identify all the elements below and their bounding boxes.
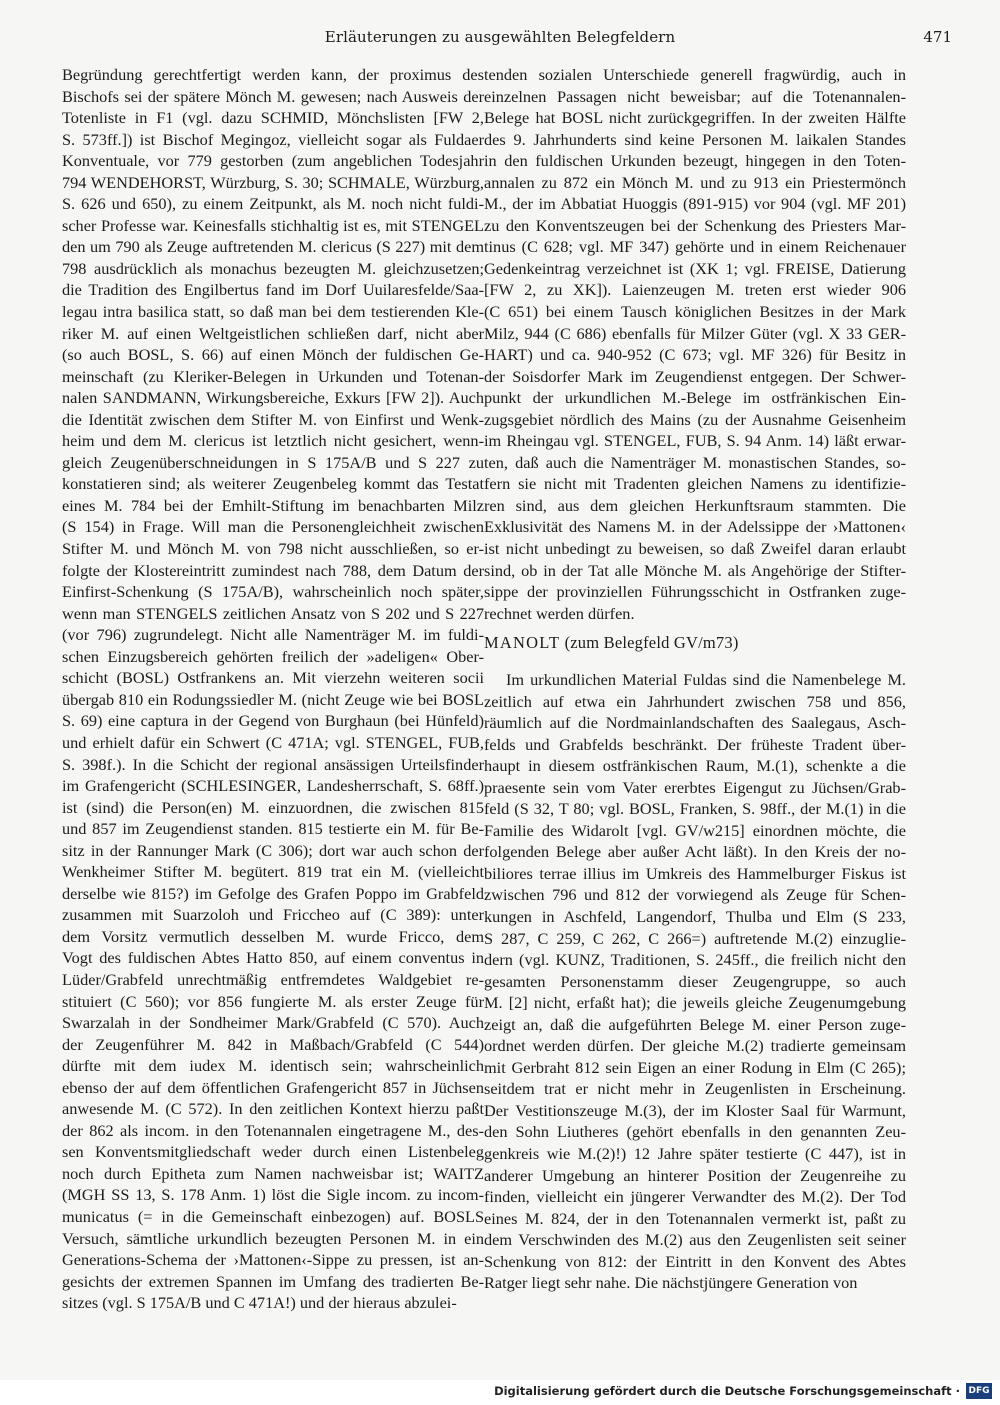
text-line: gesamten Personenstamm dieser Zeugengruppe, so auch [484, 971, 906, 991]
text-line: biliores terrae illius im Umkreis des Hammelburger Fiskus ist [484, 863, 906, 883]
text-line: [FW 2, zu XK]). Laienzeugen M. treten erst wieder 906 [484, 280, 906, 300]
text-line: Belege hat BOSL nicht zurückgegriffen. In der zweiten Hälfte [484, 108, 906, 128]
footer-bar [0, 1380, 1000, 1405]
text-line: stituiert (C 560); vor 856 fungierte M. als erster Zeuge für [62, 991, 484, 1011]
text-line: haupt in diesem ostfränkischen Raum, M.(1), schenkte a die [484, 756, 906, 776]
text-line: 794 WENDEHORST, Würzburg, S. 30; SCHMALE, Würzburg, [62, 172, 484, 192]
text-line: räumlich auf die Nordmainlandschaften des Saalegaus, Asch- [484, 713, 906, 733]
text-line: zwischen 796 und 812 der vorwiegend als Zeuge für Schen- [484, 885, 906, 905]
text-line: ist nicht unbedingt zu beweisen, so daß Zweifel daran erlaubt [484, 539, 906, 559]
text-line: ist (sind) die Person(en) M. einzuordnen, die zwischen 815 [62, 797, 484, 817]
text-line: Konventuale, vor 779 gestorben (zum angeblichen Todesjahr [62, 151, 484, 171]
text-line: (C 651) bei einem Tausch königlichen Besitzes in der Mark [484, 302, 906, 322]
text-line: legau intra basilica statt, so daß man bei dem testierenden Kle- [62, 302, 484, 322]
text-line: Einfirst-Schenkung (S 175A/B), wahrscheinlich noch später, [62, 582, 484, 602]
dfg-logo: DFG [966, 1383, 992, 1399]
text-line: Wenkheimer Stifter M. begütert. 819 trat ein M. (vielleicht [62, 862, 484, 882]
text-line: den Sohn Liutheres (gehört ebenfalls in den genannten Zeu- [484, 1122, 906, 1142]
text-line: Versuch, sämtliche urkundlich bezeugten Personen M. in ein [62, 1228, 484, 1248]
text-line: folgte der Klostereintritt zumindest nach 788, dem Datum der [62, 560, 484, 580]
text-line: genkreis wie M.(2)!) 12 Jahre später testierte (C 447), ist in [484, 1144, 906, 1164]
text-line: S. 573ff.]) ist Bischof Megingoz, vielleicht sogar als Fuldaer [62, 129, 484, 149]
text-line: Milz, 944 (C 686) ebenfalls für Milzer Güter (vgl. X 33 GER- [484, 323, 906, 343]
section-name: MANOLT [484, 633, 561, 652]
text-line: Schenkung von 812: der Eintritt in den Konvent des Abtes [484, 1251, 906, 1271]
text-line: Gedenkeintrag verzeichnet ist (XK 1; vgl. FREISE, Datierung [484, 258, 906, 278]
text-line: annalen zu 872 ein Mönch M. und zu 913 ein Priestermönch [484, 172, 906, 192]
text-line: zugsgebiet nördlich des Mains (zu der Ausnahme Geisenheim [484, 409, 906, 429]
text-line: (so auch BOSL, S. 66) auf einen Mönch der fuldischen Ge- [62, 345, 484, 365]
text-line: Vogt des fuldischen Abtes Hatto 850, auf einem conventus in [62, 948, 484, 968]
text-line: 798 ausdrücklich als monachus bezeugten M. gleichzusetzen; [62, 258, 484, 278]
text-line: Lüder/Grabfeld unrechtmäßig entfremdetes Waldgebiet re- [62, 969, 484, 989]
text-line: ten, daß auch die Namenträger M. monastischen Standes, so- [484, 452, 906, 472]
text-line: fern sie nicht mit Tradenten gleichen Namens zu identifizie- [484, 474, 906, 494]
text-line: Im urkundlichen Material Fuldas sind die Namenbelege M. [506, 670, 906, 689]
text-line: sind, ob in der Tat alle Mönche M. als Angehörige der Stifter- [484, 560, 906, 580]
text-line: eines M. 824, der in den Totenannalen vermerkt ist, paßt zu [484, 1208, 906, 1228]
text-line: konstatieren sind; als weiterer Zeugenbeleg kommt das Testat [62, 474, 484, 494]
text-line: zeitlich auf etwa ein Jahrhundert zwischen 758 und 856, [484, 691, 906, 711]
text-line: gesichts der extremen Spannen im Umfang des tradierten Be- [62, 1271, 484, 1291]
text-line: kungen in Aschfeld, Langendorf, Thulba und Elm (S 233, [484, 907, 906, 927]
text-line: riker M. auf einen Weltgeistlichen schließen darf, nicht aber [62, 323, 484, 343]
left-column [62, 64, 484, 1314]
section-heading [484, 633, 739, 653]
text-line: punkt der urkundlichen M.-Belege im ostfränkischen Ein- [484, 388, 906, 408]
text-line: schen Einzugsbereich gehörten freilich der »adeligen« Ober- [62, 646, 484, 666]
text-line: municatus (= in die Gemeinschaft einbezogen) auf. BOSLS [62, 1206, 484, 1226]
text-line: finden, vielleicht ein jüngerer Verwandter des M.(2). Der Tod [484, 1187, 906, 1207]
text-line: Der Vestitionszeuge M.(3), der im Kloster Saal für Warmunt, [484, 1100, 906, 1120]
text-line: seitdem trat er nicht mehr in Zeugenlisten in Erscheinung. [484, 1079, 906, 1099]
text-line: mit Gerbraht 812 sein Eigen an einer Rodung in Elm (C 265); [484, 1057, 906, 1077]
text-line: Swarzalah in der Sondheimer Mark/Grabfeld (C 570). Auch [62, 1013, 484, 1033]
text-line: Totenliste in F1 (vgl. dazu SCHMID, Mönchslisten [FW 2, [62, 108, 484, 128]
text-line: dürfte mit dem iudex M. identisch sein; wahrscheinlich [62, 1056, 484, 1076]
text-line: übergab 810 ein Rodungssiedler M. (nicht Zeuge wie bei BOSL [62, 689, 484, 709]
text-line: M. [2] nicht, erfaßt hat); die jeweils gleiche Zeugenumgebung [484, 993, 906, 1013]
text-line: und 857 im Zeugendienst standen. 815 testierte ein M. für Be- [62, 819, 484, 839]
text-line: wenn man STENGELS zeitlichen Ansatz von S 202 und S 227 [62, 603, 484, 623]
text-line: tenden sozialen Unterschiede generell fragwürdig, auch in [484, 65, 906, 84]
text-line: noch durch Epitheta zum Namen nachweisbar ist; WAITZ [62, 1163, 484, 1183]
text-line: Generations-Schema der ›Mattonen‹-Sippe zu pressen, ist an- [62, 1250, 484, 1270]
text-line: sitzes (vgl. S 175A/B und C 471A!) und der hieraus abzulei- [62, 1293, 457, 1313]
text-line: im Grafengericht (SCHLESINGER, Landesherrschaft, S. 68ff.) [62, 776, 484, 796]
text-line: Exklusivität des Namens M. in der Adelssippe der ›Mattonen‹ [484, 517, 906, 537]
text-line: zu den Konventszeugen bei der Schenkung des Priesters Mar- [484, 215, 906, 235]
text-line: des 9. Jahrhunderts sind keine Personen M. laikalen Standes [484, 129, 906, 149]
text-line: S. 398f.). In die Schicht der regional ansässigen Urteilsfinder [62, 754, 484, 774]
text-line: M., der im Abbatiat Huoggis (891-915) vor 904 (vgl. MF 201) [484, 194, 906, 214]
text-line: heim und dem M. clericus ist letztlich nicht gesichert, wenn- [62, 431, 484, 451]
text-line: ebenso der auf dem öffentlichen Grafengericht 857 in Jüchsen [62, 1077, 484, 1097]
text-line: HART) und ca. 940-952 (C 673; vgl. MF 326) für Besitz in [484, 345, 906, 365]
text-line: S. 626 und 650), zu einem Zeitpunkt, als M. noch nicht fuldi- [62, 194, 484, 214]
text-line: schicht (BOSL) Ostfrankens an. Mit vierzehn weiteren socii [62, 668, 484, 688]
text-line: eines M. 784 bei der Emhilt-Stiftung im benachbarten Milz [62, 495, 484, 515]
text-line: Ratger liegt sehr nahe. Die nächstjüngere Generation von [484, 1273, 858, 1293]
text-line: S. 69) eine captura in der Gegend von Burghaun (bei Hünfeld) [62, 711, 484, 731]
text-line: Begründung gerechtfertigt werden kann, der proximus des [62, 65, 484, 84]
text-line: derselbe wie 815?) im Gefolge des Grafen Poppo im Grabfeld [62, 883, 484, 903]
text-line: meinschaft (zu Kleriker-Belegen in Urkunden und Totenan- [62, 366, 484, 386]
text-line: folgenden Belege aber außer Acht läßt). In den Kreis der no- [484, 842, 906, 862]
text-line: feld (S 32, T 80; vgl. BOSL, Franken, S. 98ff., der M.(1) in die [484, 799, 906, 819]
running-head [0, 20, 1000, 50]
text-line: der 862 als incom. in den Totenannalen eingetragene M., des- [62, 1120, 484, 1140]
text-line: und erhielt dafür ein Schwert (C 471A; vgl. STENGEL, FUB, [62, 732, 484, 752]
text-line: rechnet werden dürfen. [484, 603, 635, 623]
text-line: der Zeugenführer M. 842 in Maßbach/Grabfeld (C 544) [62, 1034, 484, 1054]
text-line: zusammen mit Suarzoloh und Friccheo auf (C 389): unter [62, 905, 484, 925]
text-line: sitz in der Rannunger Mark (C 306); dort war auch schon der [62, 840, 484, 860]
text-line: ordnet werden dürfen. Der gleiche M.(2) tradierte gemeinsam [484, 1036, 906, 1056]
text-line: die Tradition des Engilbertus fand im Dorf Uuilaresfelde/Saa- [62, 280, 484, 300]
page-number: 471 [923, 28, 952, 46]
text-line: tinus (C 628; vgl. MF 347) gehörte und in einem Reichenauer [484, 237, 906, 257]
text-line: gleich Zeugenüberschneidungen in S 175A/B und S 227 zu [62, 452, 484, 472]
text-line: sippe der provinziellen Führungsschicht in Ostfranken zuge- [484, 582, 906, 602]
text-line: scher Professe war. Keinesfalls stichhaltig ist es, mit STENGEL [62, 215, 484, 235]
right-column-top [484, 64, 906, 624]
text-line: anwesende M. (C 572). In den zeitlichen Kontext hierzu paßt [62, 1099, 484, 1119]
text-line: dem Vorsitz vermutlich desselben M. wurde Fricco, dem [62, 926, 484, 946]
text-line: dern (vgl. KUNZ, Traditionen, S. 245ff., die freilich nicht den [484, 950, 906, 970]
text-line: zeigt an, daß die aufgeführten Belege M. einer Person zuge- [484, 1014, 906, 1034]
text-line: dem Verschwinden des M.(2) aus den Zeugenlisten seit seiner [484, 1230, 906, 1250]
text-line: praesente sein vom Vater ererbtes Eigengut zu Jüchsen/Grab- [484, 777, 906, 797]
text-line: (vor 796) zugrundelegt. Nicht alle Namenträger M. im fuldi- [62, 625, 484, 645]
text-line: sen Konventsmitgliedschaft weder durch einen Listenbeleg [62, 1142, 484, 1162]
funding-credit: Digitalisierung gefördert durch die Deutsche Forschungsgemeinschaft · [494, 1384, 960, 1398]
text-line: nalen SANDMANN, Wirkungsbereiche, Exkurs [FW 2]). Auch [62, 388, 484, 408]
text-line: in den fuldischen Urkunden bezeugt, hingegen in den Toten- [484, 151, 906, 171]
text-line: anderer Umgebung an hinterer Position der Zeugenreihe zu [484, 1165, 906, 1185]
text-line: (S 154) in Frage. Will man die Personengleichheit zwischen [62, 517, 484, 537]
text-line: der Soisdorfer Mark im Zeugendienst entgegen. Der Schwer- [484, 366, 906, 386]
text-line: felds und Grabfelds beschränkt. Der früheste Tradent über- [484, 734, 906, 754]
page-title: Erläuterungen zu ausgewählten Belegfeldern [324, 28, 676, 46]
text-line: im Rheingau vgl. STENGEL, FUB, S. 94 Anm. 14) läßt erwar- [484, 431, 906, 451]
text-line: ren sind, aus dem gleichen Herkunftsraum stammten. Die [484, 495, 906, 515]
text-line: Bischofs sei der spätere Mönch M. gewesen; nach Ausweis der [62, 86, 484, 106]
text-line: die Identität zwischen dem Stifter M. von Einfirst und Wenk- [62, 409, 484, 429]
text-line: S 287, C 259, C 262, C 266=) auftretende M.(2) einzuglie- [484, 928, 906, 948]
text-line: Familie des Widarolt [vgl. GV/w215] einordnen möchte, die [484, 820, 906, 840]
text-line: einzelnen Passagen nicht beweisbar; auf die Totenannalen- [484, 86, 906, 106]
text-line: (MGH SS 13, S. 178 Anm. 1) löst die Sigle incom. zu incom- [62, 1185, 484, 1205]
section-subtitle: (zum Belegfeld GV/m73) [564, 633, 739, 652]
text-line: Stifter M. und Mönch M. von 798 nicht ausschließen, so er- [62, 539, 484, 559]
right-column-bottom [484, 669, 906, 1294]
text-line: den um 790 als Zeuge auftretenden M. clericus (S 227) mit dem [62, 237, 484, 257]
